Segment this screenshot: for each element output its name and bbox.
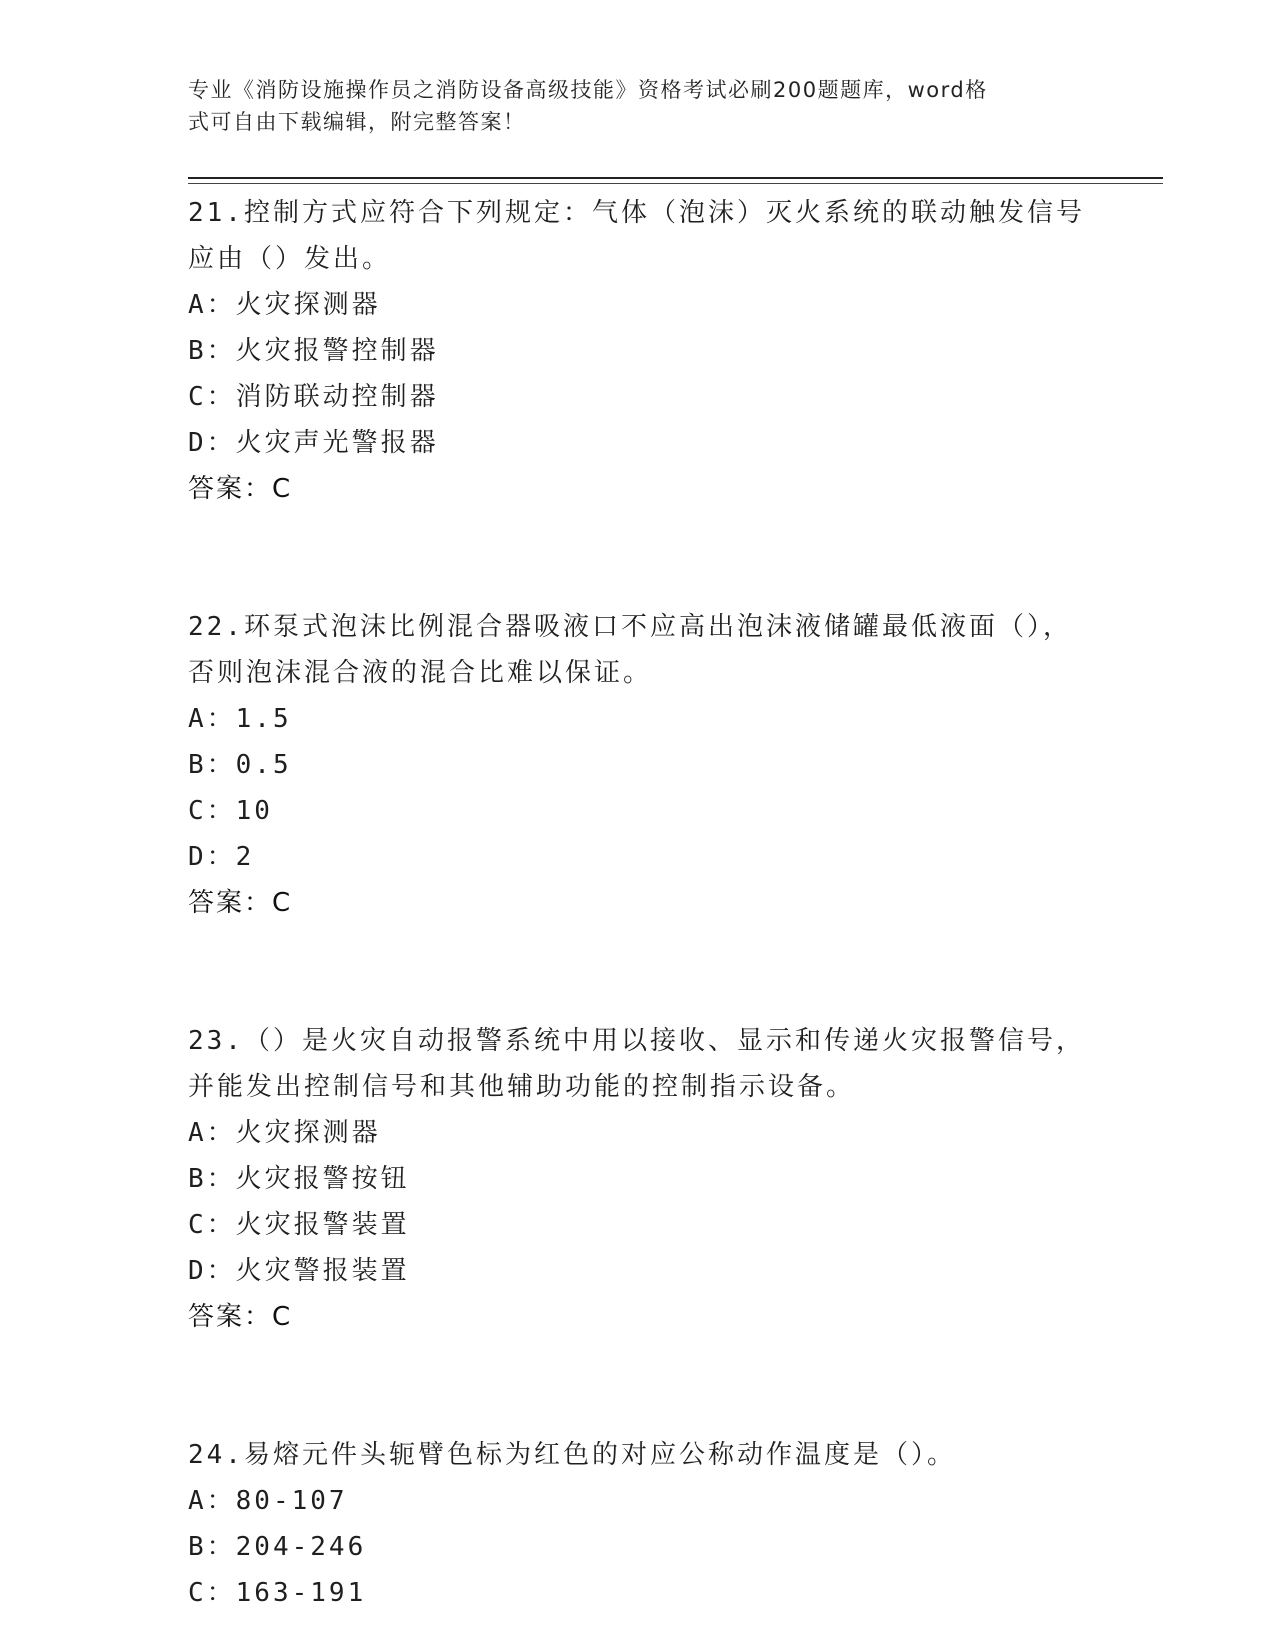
- question-24: [188, 1432, 1148, 1616]
- option-d: D：火灾声光警报器: [188, 428, 439, 458]
- option-a: A：1.5: [188, 704, 292, 734]
- spacer: [188, 926, 1148, 1018]
- header-divider-thick: [188, 177, 1163, 179]
- question-text: 23.（）是火灾自动报警系统中用以接收、显示和传递火灾报警信号，: [188, 1026, 1085, 1056]
- spacer: [188, 512, 1148, 604]
- option-a: A：80-107: [188, 1486, 348, 1516]
- question-text: 应由（）发出。: [188, 244, 392, 274]
- question-text: 24.易熔元件头轭臂色标为红色的对应公称动作温度是（）。: [188, 1440, 956, 1470]
- option-d: D：火灾警报装置: [188, 1256, 410, 1286]
- spacer: [188, 1340, 1148, 1432]
- question-text: 21.控制方式应符合下列规定：气体（泡沫）灭火系统的联动触发信号: [188, 198, 1085, 228]
- question-text: 22.环泵式泡沫比例混合器吸液口不应高出泡沫液储罐最低液面（），: [188, 612, 1072, 642]
- question-22: [188, 604, 1148, 926]
- question-21: [188, 190, 1148, 512]
- option-c: C：火灾报警装置: [188, 1210, 410, 1240]
- option-c: C：163-191: [188, 1578, 367, 1608]
- option-b: B：火灾报警按钮: [188, 1164, 410, 1194]
- option-a: A：火灾探测器: [188, 1118, 381, 1148]
- header-line-1: 专业《消防设施操作员之消防设备高级技能》资格考试必刷200题题库，word格: [188, 78, 988, 102]
- question-text: 并能发出控制信号和其他辅助功能的控制指示设备。: [188, 1072, 856, 1102]
- question-text: 否则泡沫混合液的混合比难以保证。: [188, 658, 653, 688]
- option-d: D：2: [188, 842, 255, 872]
- option-c: C：消防联动控制器: [188, 382, 439, 412]
- answer: 答案：C: [188, 888, 293, 918]
- option-c: C：10: [188, 796, 273, 826]
- header-line-2: 式可自由下载编辑，附完整答案！: [188, 110, 526, 134]
- question-list: [188, 190, 1148, 1616]
- document-header: [188, 74, 1068, 138]
- option-a: A：火灾探测器: [188, 290, 381, 320]
- option-b: B：204-246: [188, 1532, 367, 1562]
- option-b: B：0.5: [188, 750, 292, 780]
- question-23: [188, 1018, 1148, 1340]
- answer: 答案：C: [188, 474, 293, 504]
- answer: 答案：C: [188, 1302, 293, 1332]
- option-b: B：火灾报警控制器: [188, 336, 439, 366]
- header-divider-thin: [188, 183, 1163, 184]
